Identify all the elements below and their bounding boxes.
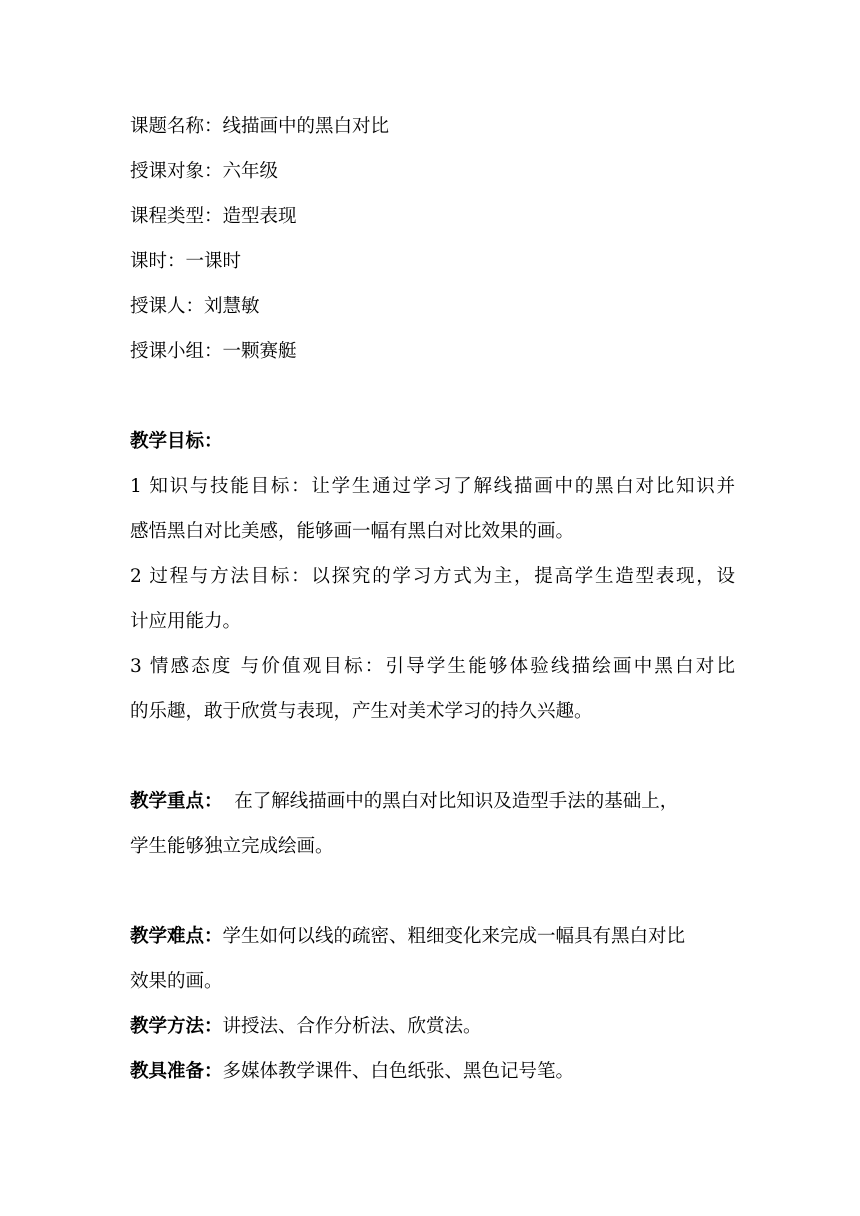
- objective-2-line-2: 计应用能力。: [130, 611, 242, 632]
- key-points-line-1: [130, 790, 735, 814]
- difficulties-text-1: 学生如何以线的疏密、粗细变化来完成一幅具有黑白对比: [222, 926, 686, 947]
- objective-3-line-1: 3 情感态度 与价值观目标：引导学生能够体验线描绘画中黑白对比: [130, 656, 735, 677]
- methods-text: 讲授法、合作分析法、欣赏法。: [222, 1016, 482, 1037]
- methods-label: 教学方法：: [130, 1016, 223, 1037]
- audience-line: 授课对象：六年级: [130, 161, 279, 182]
- key-points-label: 教学重点：: [130, 791, 223, 812]
- objective-3-line-2: 的乐趣，敢于欣赏与表现，产生对美术学习的持久兴趣。: [130, 701, 593, 722]
- objective-2-line-1: 2 过程与方法目标：以探究的学习方式为主，提高学生造型表现，设: [130, 566, 735, 587]
- difficulties-line-1: [130, 925, 735, 949]
- tools-text: 多媒体教学课件、白色纸张、黑色记号笔。: [222, 1061, 575, 1082]
- difficulties-line-2: 效果的画。: [130, 971, 223, 992]
- topic-line: 课题名称：线描画中的黑白对比: [130, 116, 390, 137]
- teacher-line: 授课人：刘慧敏: [130, 296, 260, 317]
- tools-label: 教具准备：: [130, 1061, 223, 1082]
- difficulties-label: 教学难点：: [130, 926, 223, 947]
- course-type-line: 课程类型：造型表现: [130, 206, 297, 227]
- period-line: 课时：一课时: [130, 251, 242, 272]
- methods-line: [130, 1015, 735, 1039]
- objective-1-line-2: 感悟黑白对比美感，能够画一幅有黑白对比效果的画。: [130, 521, 575, 542]
- key-points-text-1: 在了解线描画中的黑白对比知识及造型手法的基础上，: [222, 791, 679, 812]
- objective-1-line-1: 1 知识与技能目标：让学生通过学习了解线描画中的黑白对比知识并: [130, 476, 735, 497]
- objectives-heading: 教学目标：: [130, 431, 223, 452]
- tools-line: [130, 1060, 735, 1084]
- group-line: 授课小组：一颗赛艇: [130, 341, 297, 362]
- key-points-line-2: 学生能够独立完成绘画。: [130, 836, 334, 857]
